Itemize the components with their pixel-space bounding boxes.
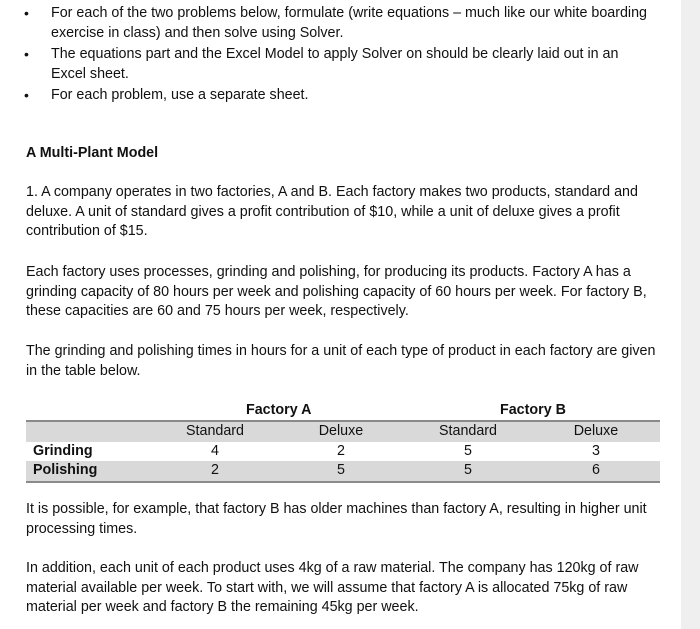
table-row	[26, 461, 660, 482]
table-cell: 5	[278, 461, 404, 482]
paragraph-capacities: Each factory uses processes, grinding and polishing, for producing its products. Factory A has a grinding capacity of 80 hours per week and polishing capacity of 60 hours per week. For factory B, these capacities are 60 and 75 hours per week, respectively.	[26, 264, 647, 320]
list-item	[0, 4, 651, 43]
processing-times-table	[26, 420, 660, 483]
row-label: Polishing	[26, 461, 152, 482]
bullet-text: For each problem, use a separate sheet.	[51, 87, 309, 104]
table-header-row	[26, 421, 660, 442]
column-header: Standard	[404, 421, 532, 442]
paragraph-company-overview: 1. A company operates in two factories, A and B. Each factory makes two products, standard and deluxe. A unit of standard gives a profit contribution of $10, while a unit of deluxe gives a profit contribution of $15.	[26, 184, 638, 240]
table-cell: 5	[464, 442, 472, 459]
bullet-icon: •	[24, 87, 29, 104]
bullet-icon: •	[24, 46, 29, 63]
bullet-icon: •	[24, 5, 29, 21]
column-header: Deluxe	[278, 421, 404, 442]
instruction-list	[0, 4, 651, 108]
section-heading: A Multi-Plant Model	[26, 145, 159, 161]
page-gutter	[681, 0, 700, 629]
table-cell: 4	[211, 442, 219, 459]
column-header: Standard	[152, 421, 278, 442]
table-cell: 6	[532, 461, 660, 482]
table-corner-cell	[26, 421, 152, 442]
list-item	[0, 86, 651, 106]
table-row	[26, 442, 660, 462]
paragraph-older-machines: It is possible, for example, that factory B has older machines than factory A, resulting in higher unit processing times.	[26, 501, 647, 537]
row-label: Grinding	[33, 442, 93, 459]
factory-b-header: Factory B	[500, 402, 566, 418]
table-cell: 5	[404, 461, 532, 482]
list-item	[0, 45, 651, 84]
factory-a-header: Factory A	[246, 402, 312, 418]
bullet-text: For each of the two problems below, formulate (write equations – much like our white boarding exercise in class) and then solve using Solver.	[51, 5, 648, 41]
paragraph-table-intro: The grinding and polishing times in hours for a unit of each type of product in each factory are given in the table below.	[26, 343, 656, 379]
table-cell: 3	[592, 442, 600, 459]
table-cell: 2	[152, 461, 278, 482]
column-header: Deluxe	[532, 421, 660, 442]
table-cell: 2	[337, 442, 345, 459]
paragraph-raw-material: In addition, each unit of each product uses 4kg of a raw material. The company has 120kg of raw material available per week. To start with, we will assume that factory A is allocated 75kg of raw material per week and factory B the remaining 45kg per week.	[26, 560, 639, 616]
bullet-text: The equations part and the Excel Model to apply Solver on should be clearly laid out in an Excel sheet.	[51, 46, 619, 82]
